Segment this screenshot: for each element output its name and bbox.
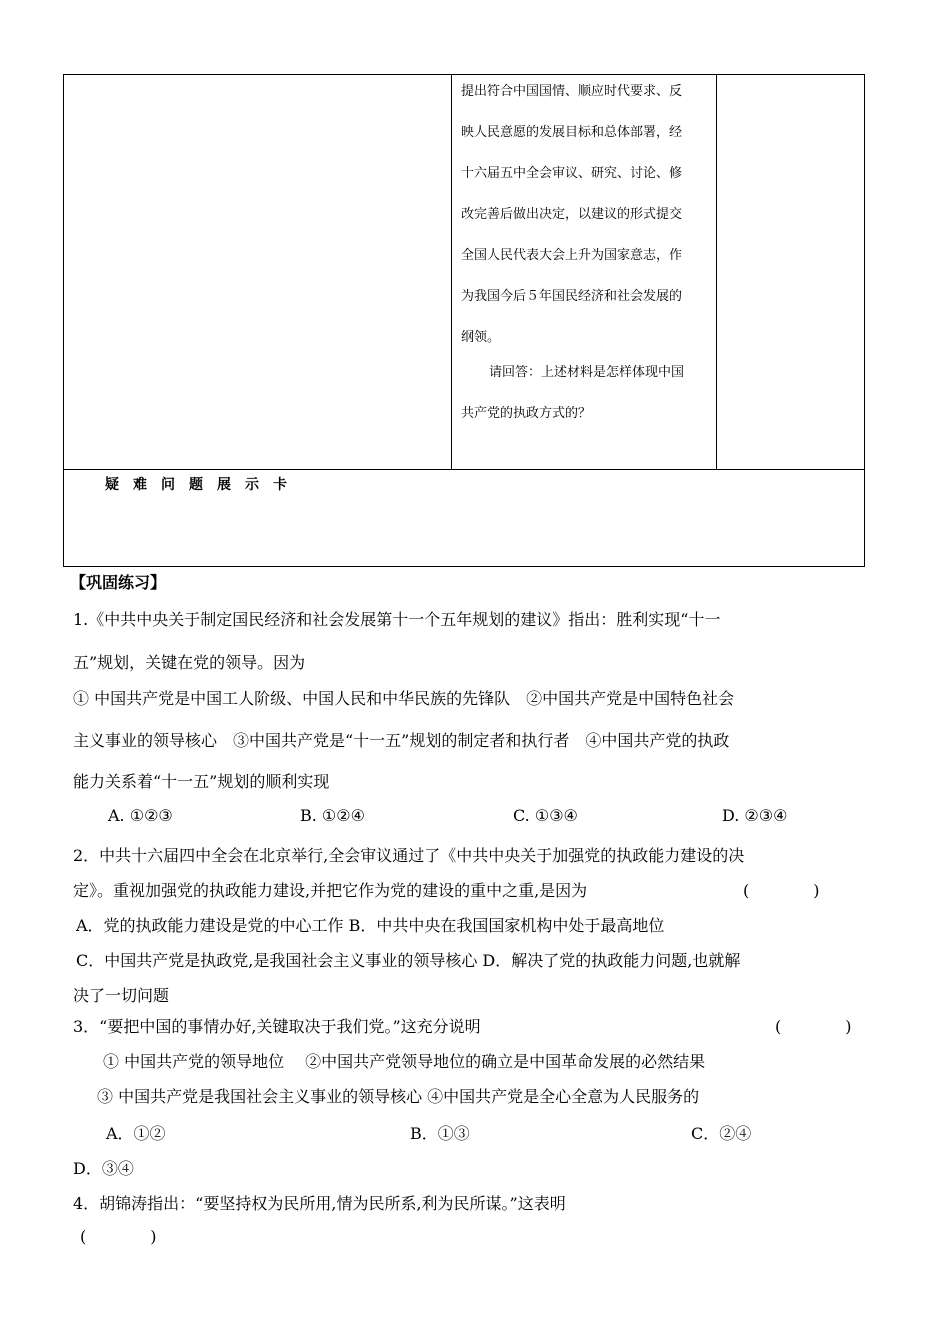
q3-option-b: B．①③	[410, 1124, 470, 1143]
q1-statements: 能力关系着“十一五”规划的顺利实现	[73, 772, 330, 791]
material-line: 提出符合中国国情、顺应时代要求、反	[461, 84, 683, 99]
q2-stem: 定》。重视加强党的执政能力建设,并把它作为党的建设的重中之重,是因为	[73, 881, 588, 900]
q2-options-cd: C．中国共产党是执政党,是我国社会主义事业的领导核心 D．解决了党的执政能力问题,也就解	[76, 951, 741, 970]
q3-answer-bracket: ( )	[775, 1017, 852, 1036]
material-line: 映人民意愿的发展目标和总体部署，经	[461, 125, 683, 140]
difficulty-card-title: 疑难问题展示卡	[105, 477, 301, 493]
q2-answer-bracket: ( )	[743, 881, 820, 900]
q3-statements: ① 中国共产党的领导地位 ②中国共产党领导地位的确立是中国革命发展的必然结果	[103, 1052, 706, 1071]
q1-statements: ① 中国共产党是中国工人阶级、中国人民和中华民族的先锋队 ②中国共产党是中国特色社会	[73, 689, 735, 708]
q2-options-cd: 决了一切问题	[73, 986, 170, 1005]
q1-option-c: C. ①③④	[513, 806, 578, 825]
q4-answer-bracket: ( )	[80, 1227, 157, 1246]
section-title: 【巩固练习】	[70, 573, 167, 592]
question-prompt: 请回答：上述材料是怎样体现中国	[489, 365, 685, 380]
q3-option-c: C．②④	[691, 1124, 752, 1143]
q1-option-a: A. ①②③	[108, 806, 173, 825]
material-line: 全国人民代表大会上升为国家意志，作	[461, 248, 683, 263]
q1-option-d: D. ②③④	[722, 806, 788, 825]
q2-stem: 2．中共十六届四中全会在北京举行,全会审议通过了《中共中央关于加强党的执政能力建设的决	[73, 846, 745, 865]
material-line: 为我国今后５年国民经济和社会发展的	[461, 289, 683, 304]
material-line: 改完善后做出决定，以建议的形式提交	[461, 207, 683, 222]
question-prompt: 共产党的执政方式的？	[461, 406, 592, 421]
material-line: 纲领。	[461, 330, 501, 345]
table-divider-1	[451, 75, 452, 469]
q1-option-b: B. ①②④	[300, 806, 365, 825]
q1-stem: 五”规划，关键在党的领导。因为	[73, 653, 306, 672]
q3-statements: ③ 中国共产党是我国社会主义事业的领导核心 ④中国共产党是全心全意为人民服务的	[97, 1087, 700, 1106]
q1-statements: 主义事业的领导核心 ③中国共产党是“十一五”规划的制定者和执行者 ④中国共产党的执政	[73, 731, 730, 750]
table-divider-2	[716, 75, 717, 469]
table-row-divider	[64, 469, 864, 470]
q3-stem: 3．“要把中国的事情办好,关键取决于我们党。”这充分说明	[73, 1017, 481, 1036]
material-line: 十六届五中全会审议、研究、讨论、修	[461, 166, 683, 181]
q3-option-a: A．①②	[106, 1124, 166, 1143]
q4-stem: 4．胡锦涛指出：“要坚持权为民所用,情为民所系,利为民所谋。”这表明	[73, 1194, 566, 1213]
q1-stem: 1.《中共中央关于制定国民经济和社会发展第十一个五年规划的建议》指出：胜利实现“十一	[73, 610, 721, 629]
q2-options-ab: A．党的执政能力建设是党的中心工作 B．中共中央在我国国家机构中处于最高地位	[76, 916, 665, 935]
q3-option-d: D．③④	[73, 1159, 134, 1178]
